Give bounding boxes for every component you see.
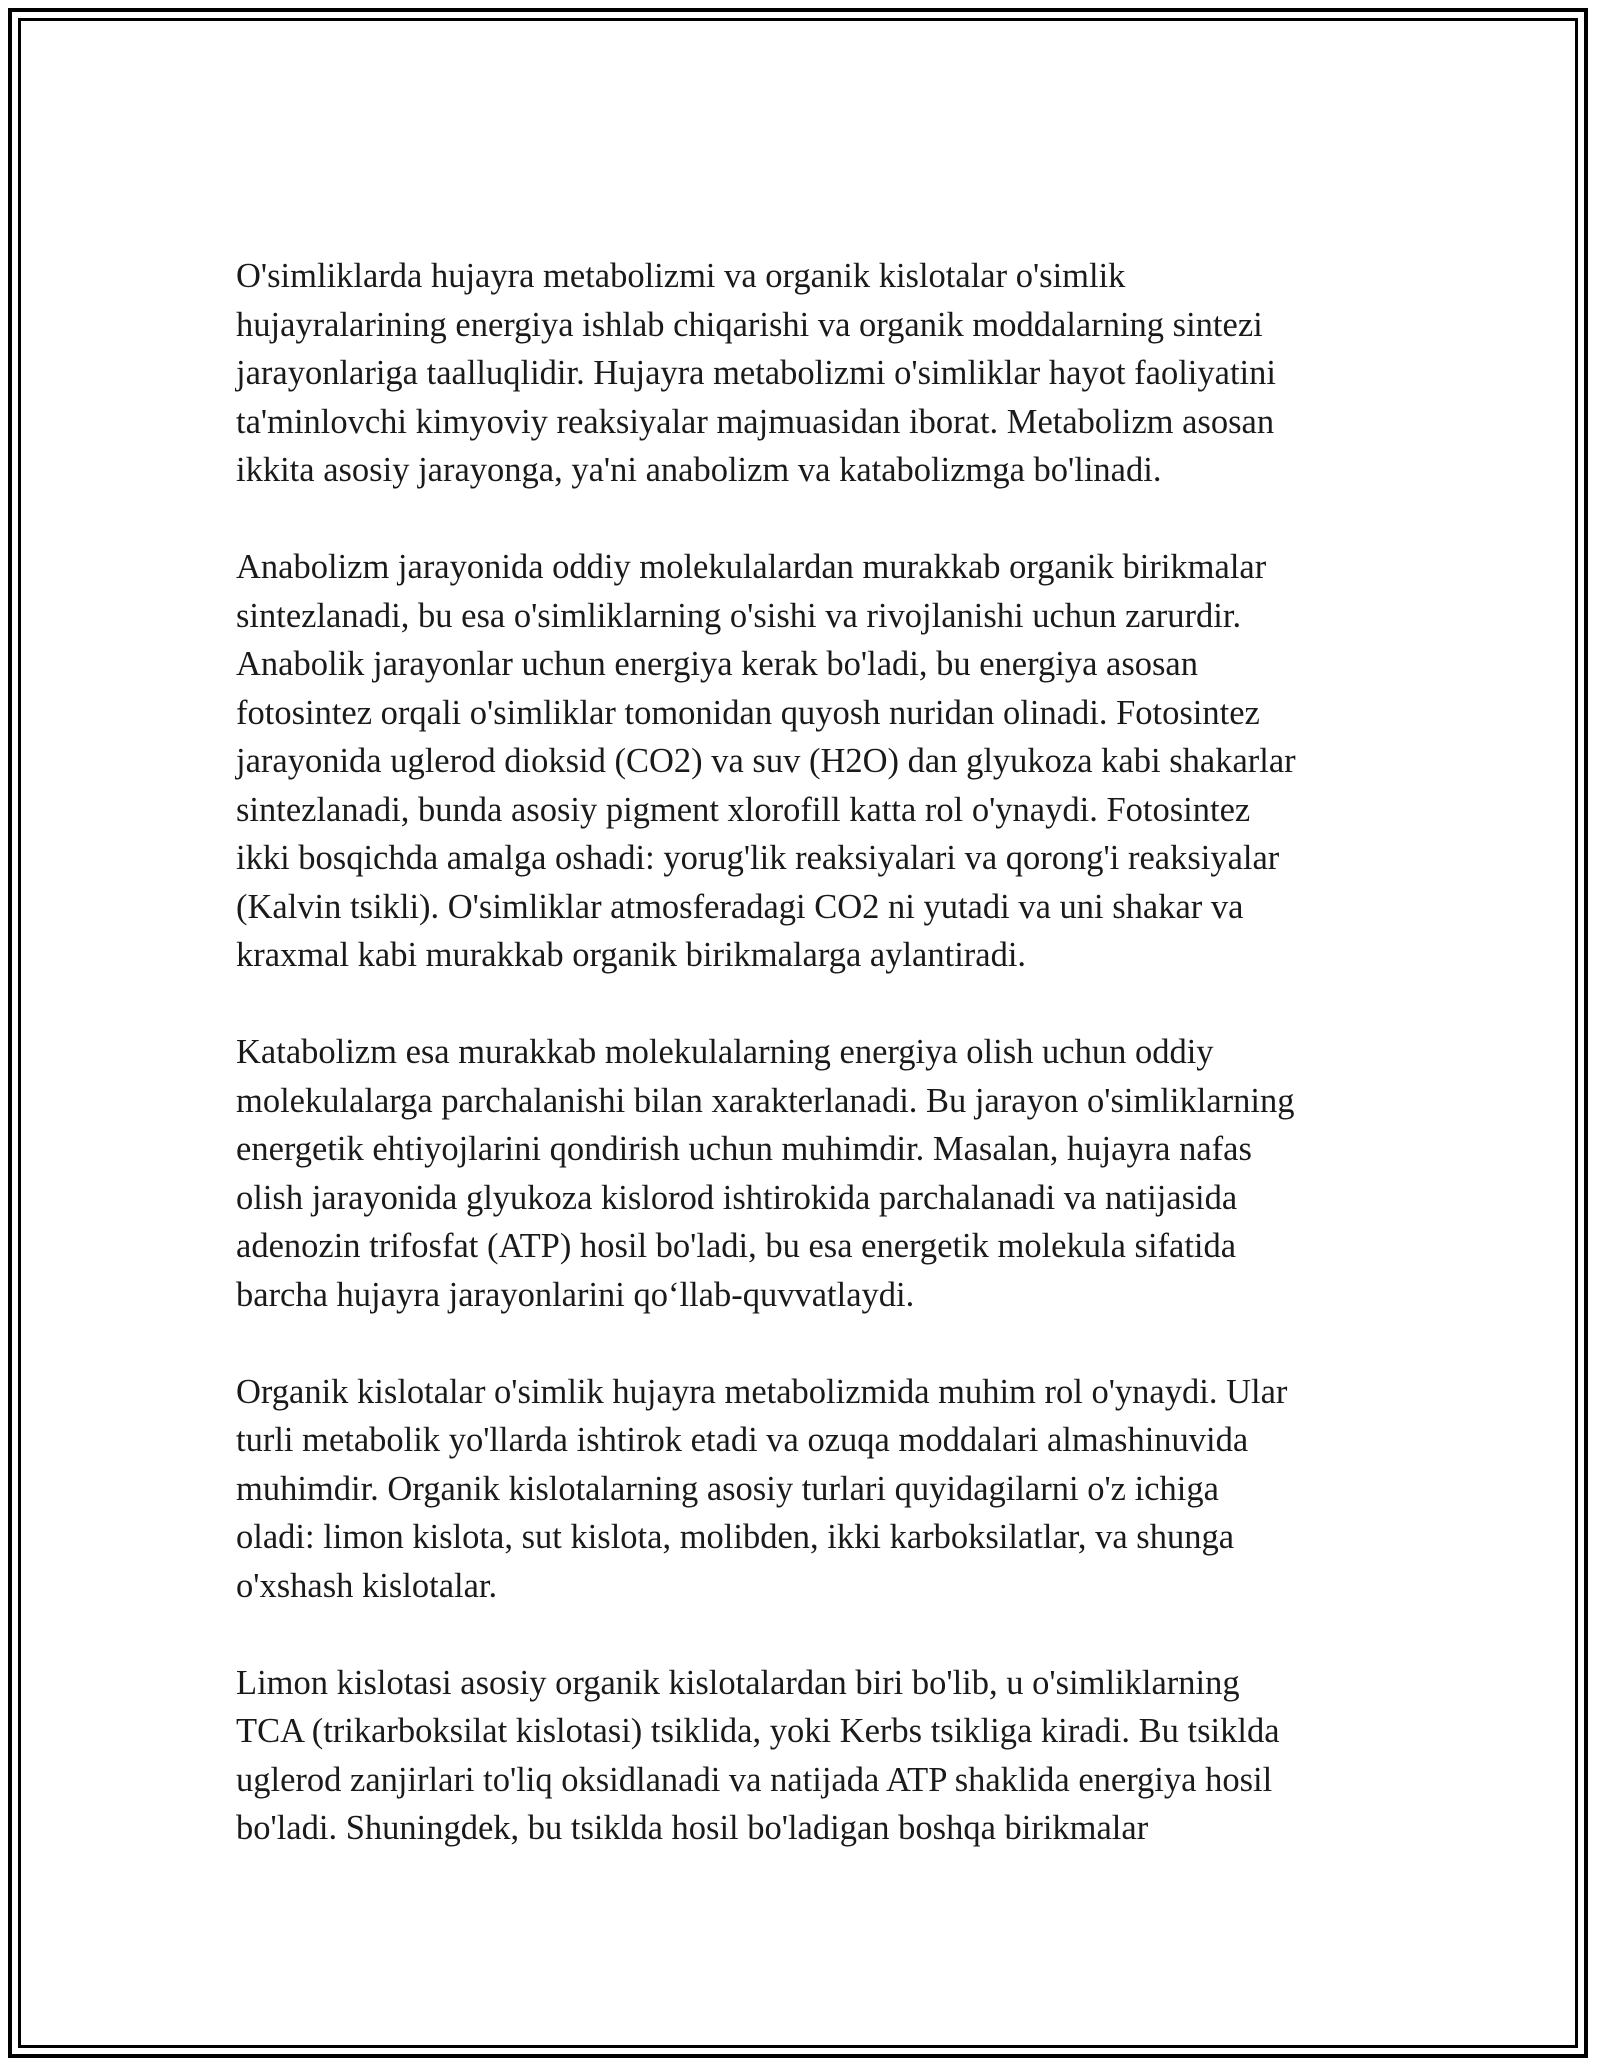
paragraph-metabolism-intro [236,252,1386,495]
text-line: jarayonida uglerod dioksid (CO2) va suv (H2O) dan glyukoza kabi shakarlar [236,742,1296,780]
text-line: (Kalvin tsikli). O'simliklar atmosferadagi CO2 ni yutadi va uni shakar va [236,887,1244,926]
text-line: hujayralarining energiya ishlab chiqarishi va organik moddalarning sintezi [236,305,1263,344]
text-line: olish jarayonida glyukoza kislorod ishtirokida parchalanadi va natijasida [236,1178,1238,1217]
text-line: fotosintez orqali o'simliklar tomonidan quyosh nuridan olinadi. Fotosintez [236,693,1260,732]
text-line: jarayonlariga taalluqlidir. Hujayra metabolizmi o'simliklar hayot faoliyatini [236,354,1276,392]
text-line: sintezlanadi, bu esa o'simliklarning o'sishi va rivojlanishi uchun zarurdir. [236,596,1242,635]
text-line: ikkita asosiy jarayonga, ya'ni anabolizm va katabolizmga bo'linadi. [236,451,1162,489]
text-line: kraxmal kabi murakkab organik birikmalarga aylantiradi. [236,936,1027,974]
text-line: ikki bosqichda amalga oshadi: yorug'lik reaksiyalari va qorong'i reaksiyalar [236,839,1280,877]
text-line: adenozin trifosfat (ATP) hosil bo'ladi, bu esa energetik molekula sifatida [236,1227,1237,1265]
paragraph-anabolism [236,543,1386,980]
text-line: O'simliklarda hujayra metabolizmi va organik kislotalar o'simlik [236,257,1126,295]
paragraph-catabolism [236,1028,1386,1319]
text-line: turli metabolik yo'llarda ishtirok etadi va ozuqa moddalari almashinuvida [236,1421,1249,1459]
document-body [236,252,1386,1901]
text-line: molekulalarga parchalanishi bilan xarakterlanadi. Bu jarayon o'simliklarning [236,1081,1295,1120]
text-line: TCA (trikarboksilat kislotasi) tsiklida, yoki Kerbs tsikliga kiradi. Bu tsiklda [236,1712,1280,1750]
text-line: Limon kislotasi asosiy organik kislotalardan biri bo'lib, u o'simliklarning [236,1663,1240,1702]
text-line: sintezlanadi, bunda asosiy pigment xlorofill katta rol o'ynaydi. Fotosintez [236,790,1251,829]
text-line: muhimdir. Organik kislotalarning asosiy turlari quyidagilarni o'z ichiga [236,1469,1219,1508]
text-line: uglerod zanjirlari to'liq oksidlanadi va natijada ATP shaklida energiya hosil [236,1760,1273,1799]
text-line: Katabolizm esa murakkab molekulalarning energiya olish uchun oddiy [236,1033,1214,1071]
text-line: o'xshash kislotalar. [236,1566,498,1605]
text-line: energetik ehtiyojlarini qondirish uchun muhimdir. Masalan, hujayra nafas [236,1130,1252,1168]
text-line: Anabolizm jarayonida oddiy molekulalardan murakkab organik birikmalar [236,548,1267,586]
text-line: Organik kislotalar o'simlik hujayra metabolizmida muhim rol o'ynaydi. Ular [236,1372,1288,1411]
paragraph-citric-acid [236,1659,1386,1853]
text-line: oladi: limon kislota, sut kislota, molibden, ikki karboksilatlar, va shunga [236,1518,1235,1556]
text-line: ta'minlovchi kimyoviy reaksiyalar majmuasidan iborat. Metabolizm asosan [236,402,1275,441]
text-line: barcha hujayra jarayonlarini qo‘llab-quvvatlaydi. [236,1275,915,1314]
text-line: Anabolik jarayonlar uchun energiya kerak bo'ladi, bu energiya asosan [236,645,1198,683]
paragraph-organic-acids [236,1368,1386,1611]
text-line: bo'ladi. Shuningdek, bu tsiklda hosil bo'ladigan boshqa birikmalar [236,1809,1149,1847]
